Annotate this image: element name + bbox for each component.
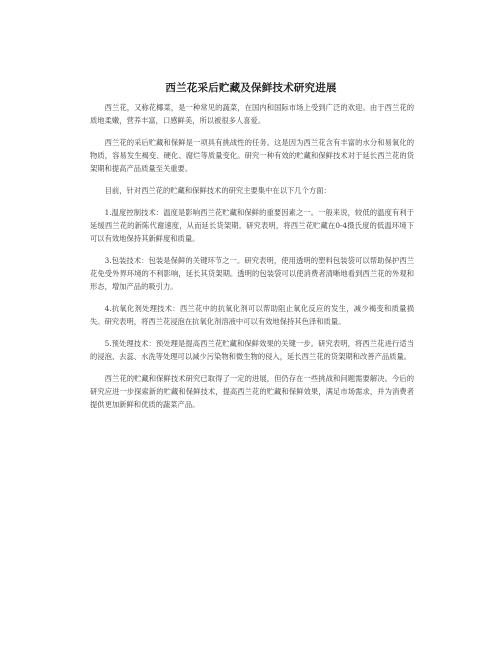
paragraph-pretreatment: 5.预处理技术：预处理是提高西兰花贮藏和保鲜效果的关键一步。研究表明，将西兰花进行适当的浸泡、去蕊、水洗等处理可以减少污染物和微生物的侵入，延长西兰花的货架期和改善产品质量。 xyxy=(90,339,414,361)
paragraph-packaging: 3.包装技术：包装是保鲜的关键环节之一。研究表明，使用透明的塑料包装袋可以帮助保护西兰花免受外界环境的不利影响，延长其货架期。透明的包装袋可以使消费者清晰地看到西兰花的外观和形态，增加产品的吸引力。 xyxy=(90,256,414,291)
paragraph-antioxidant: 4.抗氧化剂处理技术：西兰花中的抗氧化剂可以帮助阻止氧化反应的发生，减少褐变和质量损失。研究表明，将西兰花浸泡在抗氧化剂溶液中可以有效地保持其色泽和质量。 xyxy=(90,304,414,326)
document-body xyxy=(90,101,414,420)
paragraph-intro: 西兰花，又称花椰菜，是一种常见的蔬菜，在国内和国际市场上受到广泛的欢迎。由于西兰花的质地柔嫩，营养丰富，口感鲜美，所以被很多人喜爱。 xyxy=(90,103,414,125)
document-title: 西兰花采后贮藏及保鲜技术研究进展 xyxy=(165,82,337,94)
paragraph-conclusion: 西兰花的贮藏和保鲜技术研究已取得了一定的进展，但仍存在一些挑战和问题需要解决。今后的研究应进一步探索新的贮藏和保鲜技术，提高西兰花的贮藏和保鲜效果，满足市场需求，并为消费者提供更加新鲜和优质的蔬菜产品。 xyxy=(90,374,414,409)
paragraph-temperature-control: 1.温度控制技术：温度是影响西兰花贮藏和保鲜的重要因素之一。一般来说，较低的温度有利于延缓西兰花的新陈代谢速度，从而延长货架期。研究表明，将西兰花贮藏在0-4摄氏度的低温环境下可以有效地保持其新鲜度和质量。 xyxy=(90,208,414,243)
paragraph-challenge: 西兰花的采后贮藏和保鲜是一项具有挑战性的任务。这是因为西兰花含有丰富的水分和易氧化的物质，容易发生褐变、硬化、腐烂等质量变化。研究一种有效的贮藏和保鲜技术对于延长西兰花的货架期和提高产品质量至关重要。 xyxy=(90,138,414,173)
paragraph-overview: 目前，针对西兰花的贮藏和保鲜技术的研究主要集中在以下几个方面： xyxy=(104,186,331,195)
